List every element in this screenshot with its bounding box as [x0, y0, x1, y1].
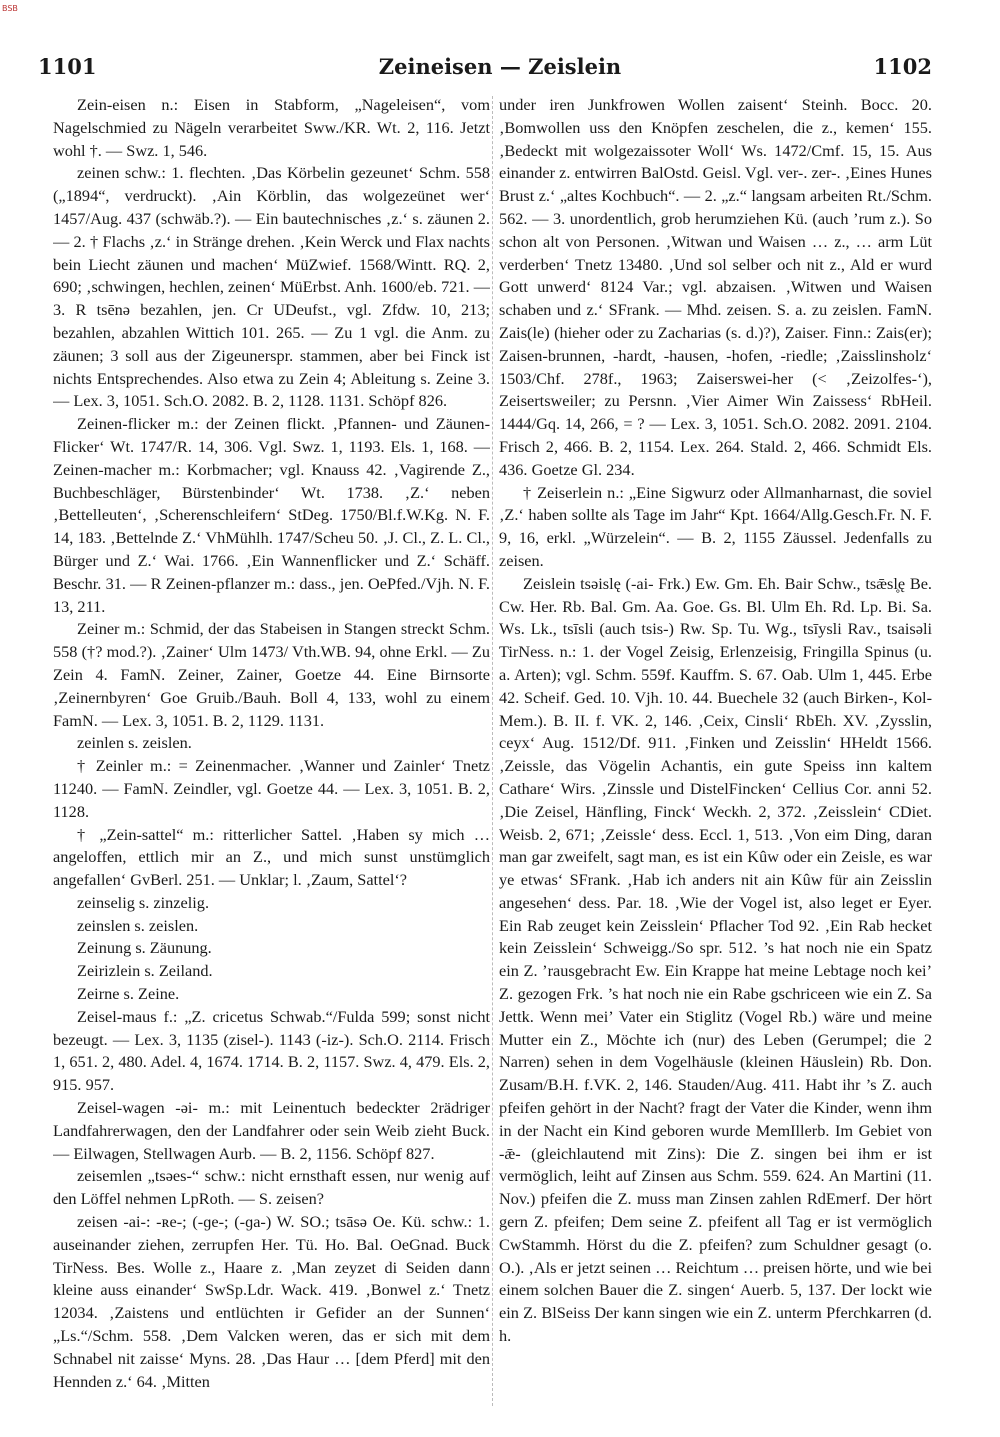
entry-zeiner: Zeiner m.: Schmid, der das Stabeisen in Stangen streckt Schm. 558 (†? mod.?). ‚Zainer‘ Ulm 1473/ Vth.WB. 94, ohne Erkl. — Zu Zein 4. FamN. Zeiner, Zainer, Goetze 44. Eine Birnsorte ‚Zeinernbyren‘ Goe Gruib./Bauh. Boll 4, 133, wohl zu einem FamN. — Lex. 3, 1051. B. 2, 1129. 1131. — [53, 619, 490, 730]
entry-zeirizlein: Zeirizlein s. Zeiland. — [77, 961, 213, 981]
right-column — [499, 94, 932, 1404]
entry-zeinslen: zeinslen s. zeislen. — [77, 915, 199, 935]
running-title: Zeineisen — Zeislein — [378, 54, 622, 79]
entry-zeirne: Zeirne s. Zeine. — [77, 984, 180, 1004]
entry-zeisel-wagen: Zeisel-wagen -əi- m.: mit Leinentuch bedeckter 2rädriger Landfahrerwagen, den der Landfahrer oder sein Weib zieht Buck. — Eilwagen, Stellwagen Aurb. — B. 2, 1156. Schöpf 827. — [53, 1098, 490, 1163]
entry-zeisen-continued: under iren Junkfrowen Wollen zaisent‘ Steinh. Bocc. 20. ‚Bomwollen uss den Knöpfen zeschelen, die z., kemen‘ 155. ‚Bedeckt mit wolgezaissoter Woll‘ Ws. 1472/Cmf. 15, 15. Aus einander z. entwirren BalOstd. Geisl. Vgl. ver-. zer-. ‚Eines Hunes Brust z.‘ „altes Kochbuch“. — 2. „z.“ langsam arbeiten Rt./Schm. 562. — 3. unordentlich, grob herumziehen Kü. (auch ’rum z.). So schon alt von Personen. ‚Witwan und Waisen … z., … arm Lüt verderben‘ Tnetz 13480. ‚Und sol selber och nit z., Ald er wurd Gott unwerd‘ 8124 Var.; vgl. abzaisen. ‚Witwen und Waisen schaben und z.‘ SFrank. — Mhd. zeisen. S. a. zu zeislen. FamN. Zais(le) (hieher oder zu Zacharias (s. d.)?), Zaiser. Finn.: Zais(er); Zaisen-brunnen, -hardt, -hausen, -hofen, -riedle; ‚Zaisslinsholz‘ 1503/Chf. 278f., 1963; Zaiserswei-her (< ‚Zeizolfes-‘), Zeisertsweiler; zu Persnn. ‚Vier Aimer Win Zaissess‘ RbHeil. 1444/Gq. 14, 266, = ? — Lex. 3, 1051. Sch.O. 2082. 2091. 2104. Frisch 2, 466. B. 2, 1154. Lex. 264. Stald. 2, 466. Schmidt Els. 436. Goetze Gl. 234. — [499, 95, 932, 479]
page-number-right: 1102 — [873, 54, 932, 79]
library-stamp: BSB — [2, 4, 18, 13]
page-number-left: 1101 — [38, 54, 97, 79]
entry-zeisen: zeisen -ai-: -ʀe-; (-ɡe-; (-ɡa-) W. SO.; tsāsə Oe. Kü. schw.: 1. auseinander ziehen, zerrupfen Her. Tü. Ho. Bal. OeGnad. Buck TirNess. Bes. Wolle z., Haare z. ‚Man zeyzet di Seiden dann kleine auss einander‘ SwSp.Ldr. Wack. 419. ‚Bonwel z.‘ Tnetz 12034. ‚Zaistens und entlüchten ir Gefider an der Sunnen‘ „Ls.“/Schm. 558. ‚Dem Valcken weren, das er sich mit dem Schnabel nit zaisse‘ Myns. 28. ‚Das Haur … [dem Pferd] mit den Hennden z.‘ 64. ‚Mitten — [53, 1212, 490, 1391]
entry-zeinlen: zeinlen s. zeislen. — [77, 733, 192, 753]
entry-zeinen-flicker: Zeinen-flicker m.: der Zeinen flickt. ‚Pfannen- und Zäunen-Flicker‘ Wt. 1747/R. 14, 306. Vgl. Swz. 1, 1193. Els. 1, 168. — Zeinen-macher m.: Korbmacher; vgl. Knauss 42. ‚Vagirende Z., Buchbeschläger, Bürstenbinder‘ Wt. 1738. ‚Z.‘ neben ‚Bettelleuten‘, ‚Scherenschleifern‘ StDeg. 1750/Bl.f.W.Kg. N. F. 14, 183. ‚Bettelnde Z.‘ VhMühlh. 1747/Scheu 50. ‚J. Cl., Z. L. Cl., Bürger und Z.‘ Wai. 1766. ‚Ein Wannenflicker und Z.‘ Schäff. Beschr. 31. — R Zeinen-pflanzer m.: dass., jen. OePfed./Vjh. N. F. 13, 211. — [53, 414, 490, 616]
page-header — [0, 54, 1000, 88]
entry-zein-sattel: † „Zein-sattel“ m.: ritterlicher Sattel. ‚Haben sy mich … angeloffen, ettlich mir an Z., und mich sunst unstümglich angefallen‘ GvBerl. 251. — Unklar; l. ‚Zaum, Sattel‘? — [53, 824, 490, 890]
entry-zeinen: zeinen schw.: 1. flechten. ‚Das Körbelin gezeunet‘ Schm. 558 („1894“, verdruckt). ‚Ain Körblin, das wolgezeünet wer‘ 1457/Aug. 437 (schwäb.?). — Ein bautechnisches ‚z.‘ s. zäunen 2. — 2. † Flachs ‚z.‘ in Stränge drehen. ‚Kein Werck und Flax nachts bein Liecht zäunen und machen‘ MüZwief. 1568/Wintt. RQ. 2, 690; ‚schwingen, hechlen, zeinen‘ MüErbst. Anh. 1600/eb. 721. — 3. R tsēnə bezahlen, jen. Cr UDeufst., vgl. Zfdw. 10, 213; bezahlen, abzahlen Wittich 101. 265. — Zu 1 vgl. die Anm. zu zäunen; 3 soll aus der Zigeunerspr. stammen, aber bei Finck ist nichts Entsprechendes. Also etwa zu Zein 4; Ableitung s. Zeine 3. — Lex. 3, 1051. Sch.O. 2082. B. 2, 1128. 1131. Schöpf 826. — [53, 163, 490, 411]
entry-zeinselig: zeinselig s. zinzelig. — [77, 892, 210, 912]
entry-zeiserlein: † Zeiserlein n.: „Eine Sigwurz oder Allmanharnast, die soviel ‚Z.‘ haben sollte als Tage im Jahr“ Kpt. 1664/Allg.Gesch.Fr. N. F. 9, 16, erkl. „Würzelein“. — B. 2, 1155 Zäussel. Jedenfalls zu zeisen. — [499, 482, 932, 570]
column-divider — [492, 96, 493, 1406]
entry-zeinung: Zeinung s. Zäunung. — [77, 938, 212, 958]
entry-zeinler: † Zeinler m.: = Zeinenmacher. ‚Wanner und Zainler‘ Tnetz 11240. — FamN. Zeindler, vgl. Goetze 44. — Lex. 3, 1051. B. 2, 1128. — [53, 756, 490, 821]
left-column — [53, 94, 490, 1404]
entry-zein-eisen: Zein-eisen n.: Eisen in Stabform, „Nageleisen“, vom Nagelschmied zu Nägeln verarbeitet Sww./KR. Wt. 2, 116. Jetzt wohl †. — Swz. 1, 546. — [53, 95, 490, 160]
entry-zeislein: Zeislein tsəislę (-ai- Frk.) Ew. Gm. Eh. Bair Schw., tsǣsl̥ę Be. Cw. Her. Rb. Bal. Gm. Aa. Goe. Gs. Bl. Ulm Eh. Rd. Lp. Bi. Sa. Ws. Lk., tsīsli (auch tsis-) Rw. Sp. Tu. Wg., tsīysli Rav., tsaisəli TirNess. n.: 1. der Vogel Zeisig, Erlenzeisig, Fringilla Spinus (u. a. Arten); vgl. Schm. 559f. Kauffm. S. 67. Oab. Ulm 1, 445. Erbe 42. Scheif. Ged. 10. Vjh. 10. 44. Buechele 32 (auch Birken-, Kol- Mem.). B. II. f. VK. 2, 146. ‚Ceix, Cinsli‘ RbEh. XV. ‚Zysslin, ceyx‘ Aug. 1512/Df. 911. ‚Finken und Zeisslin‘ HHeldt 1566. ‚Zeissle, das Vögelin Achantis, ein gute Speiss inn kaltem Cathare‘ Wirs. ‚Zinssle und DistelFincken‘ Cellius Cor. anni 52. ‚Die Zeisel, Hänfling, Finck‘ Weckh. 2, 372. ‚Zeisslein‘ CDiet. Weisb. 2, 671; ‚Zeissle‘ dess. Eccl. 1, 513. ‚Von eim Ding, daran man gar zweifelt, sagt man, es ist ein Kûw oder ein Zeisle, es war ye etwas‘ SFrank. ‚Hab ich anders nit ain Kûw für ain Zeisslin angesehen‘ dess. Par. 18. ‚Wie der Vogel ist, also leget er Eyer. Ein Rab zeuget kein Zeisslein‘ Pflacher Tod 92. ‚Ein Rab hecket kein Zeisslein‘ Schweigg./So spr. 512. ’s hat noch nie ein Spatz ein Z. ’rausgebracht Ew. Ein Krappe hat meine Lebtage noch kei’ Z. gezogen Frk. ’s hat noch nie ein Rabe gschriceen wie ein Z. Sa Jettk. Wenn mei’ Vater ein Stiglitz (Vogel Rb.) wäre und meine Mutter ein Z., Möchte ich (nur) des Leben (Gerumpel; die 2 Narren) sehen in dem Vogelhäusle (kleinen Häuslein) Rb. Don. Zusam/B.H. f.VK. 2, 146. Stauden/Aug. 411. Habt ihr ’s Z. auch pfeifen gehört in der Nacht? fragt der Vater die Kinder, wenn ihm in der Nacht ein Kind geboren wurde MemIllerb. Im Gebiet von -ǣ- (gleichlautend mit Zins): Die Z. singen bei ihm er ist vermöglich, leiht auf Zinsen aus Schm. 559. 624. An Martini (11. Nov.) pfeifen die Z. muss man Zinsen zahlen RdEmerf. Der hört gern Z. pfeifen; Dem seine Z. pfeifent all Tag er ist vermöglich CwStammh. Hörst du die Z. pfeifen? zum Schuldner gesagt (o. O.). ‚Als er jetzt seinen … Reichtum … preisen hörte, und wie bei einem solchen Bauer die Z. singen‘ Auerb. 5, 137. Der lockt wie ein Z. BlSeiss Der kann singen wie ein Z. unterm Pferchkarren (d. h. — [499, 573, 932, 1346]
entry-zeisel-maus: Zeisel-maus f.: „Z. cricetus Schwab.“/Fulda 599; sonst nicht bezeugt. — Lex. 3, 1135 (zisel-). 1143 (-iz-). Sch.O. 2114. Frisch 1, 651. 2, 480. Adel. 4, 1674. 1714. B. 2, 1157. Swz. 4, 479. Els. 2, 915. 957. — [53, 1006, 490, 1095]
entry-zeisemlen: zeisemlen „tsəes-“ schw.: nicht ernsthaft essen, nur wenig auf den Löffel nehmen LpRoth. — S. zeisen? — [53, 1166, 490, 1209]
